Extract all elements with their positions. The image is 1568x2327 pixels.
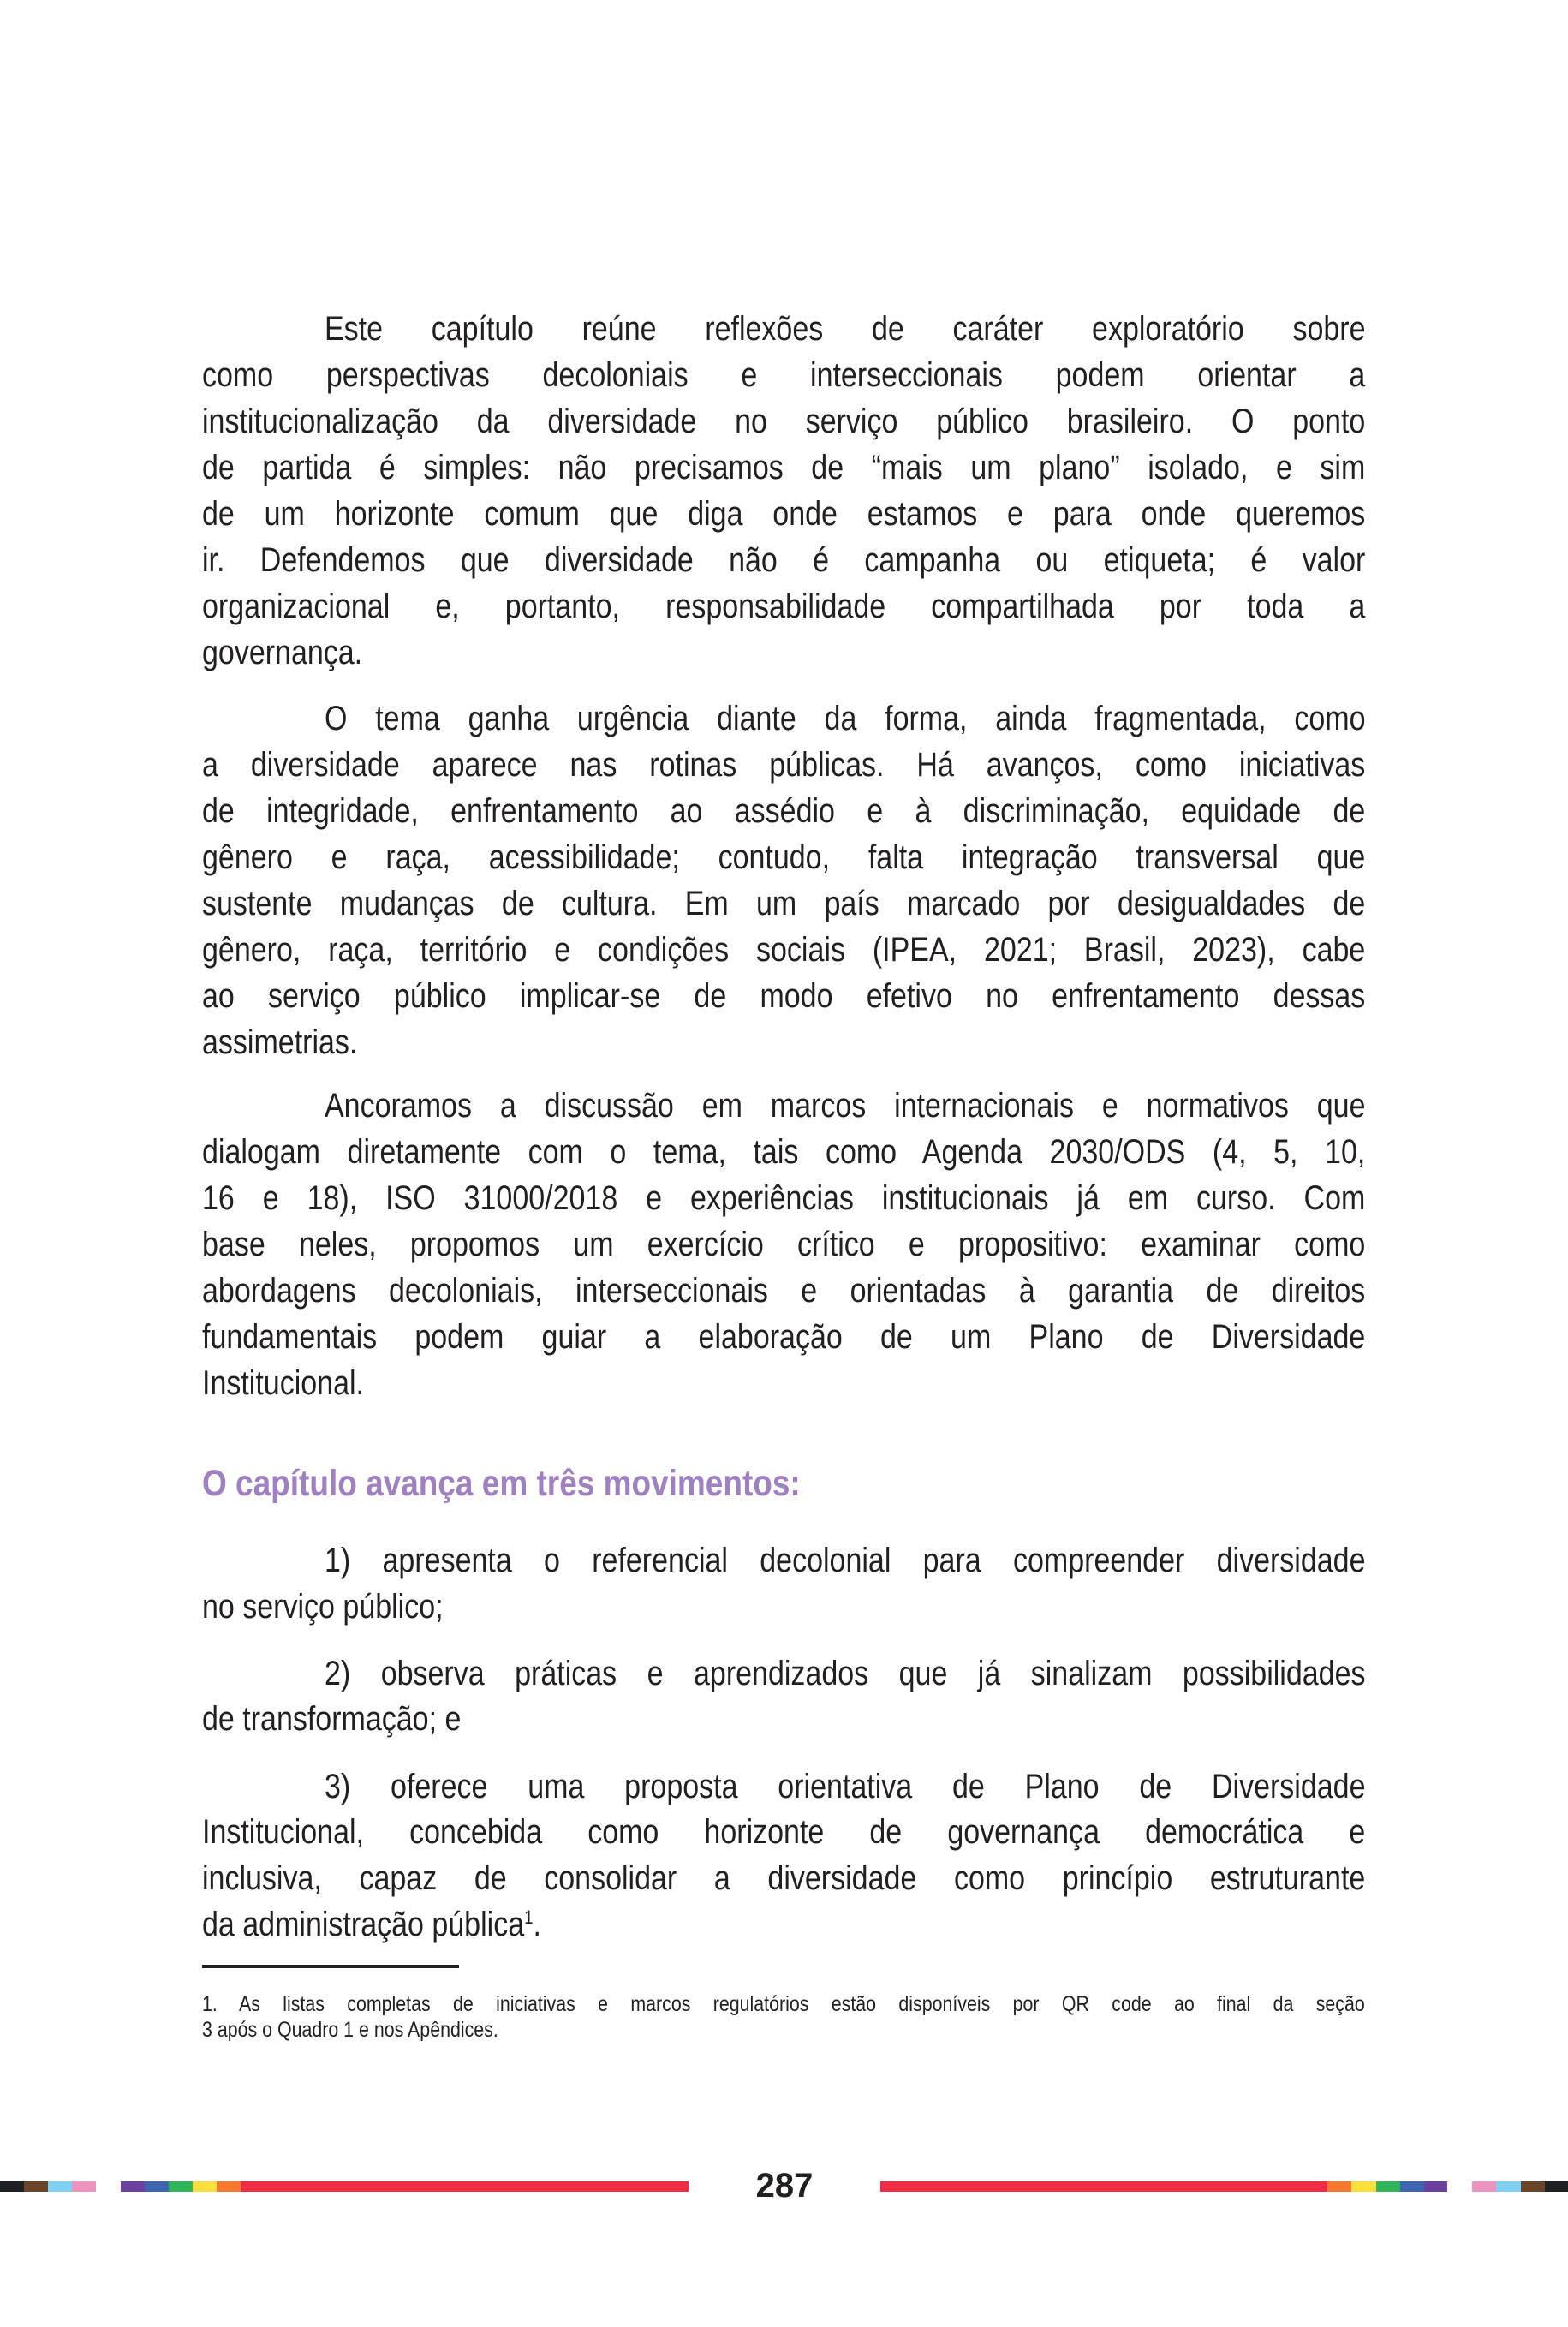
text-line: Institucional, concebida como horizonte de governança democrática e	[202, 1813, 1366, 1851]
text-line: Institucional.	[202, 1364, 364, 1402]
stripe-segment	[217, 2181, 241, 2192]
text-line: Este capítulo reúne reflexões de caráter exploratório sobre	[325, 310, 1366, 348]
section-heading: O capítulo avança em três movimentos:	[202, 1463, 801, 1504]
stripe-segment	[0, 2181, 24, 2192]
text-line: 16 e 18), ISO 31000/2018 e experiências institucionais já em curso. Com	[202, 1179, 1366, 1217]
text-line: abordagens decoloniais, interseccionais e orientadas à garantia de direitos	[202, 1272, 1366, 1310]
text-line: de partida é simples: não precisamos de “mais um plano” isolado, e sim	[202, 449, 1366, 486]
stripe-segment	[24, 2181, 48, 2192]
text-line: O tema ganha urgência diante da forma, ainda fragmentada, como	[325, 700, 1366, 737]
stripe-segment	[880, 2181, 1327, 2192]
footnote-line: 1. As listas completas de iniciativas e marcos regulatórios estão disponíveis por QR code ao final da seção	[202, 1992, 1365, 2016]
text-line: gênero, raça, território e condições sociais (IPEA, 2021; Brasil, 2023), cabe	[202, 931, 1366, 969]
stripe-segment	[193, 2181, 217, 2192]
text-line: Ancoramos a discussão em marcos internacionais e normativos que	[325, 1087, 1366, 1125]
text-line: governança.	[202, 634, 363, 671]
text-line: de transformação; e	[202, 1700, 462, 1738]
text-line: dialogam diretamente com o tema, tais como Agenda 2030/ODS (4, 5, 10,	[202, 1133, 1366, 1171]
text-line: como perspectivas decoloniais e interseccionais podem orientar a	[202, 356, 1366, 394]
stripe-segment	[1496, 2181, 1521, 2192]
stripe-segment	[1424, 2181, 1447, 2192]
text-line: fundamentais podem guiar a elaboração de um Plano de Diversidade	[202, 1318, 1366, 1356]
text-line: institucionalização da diversidade no serviço público brasileiro. O ponto	[202, 403, 1366, 440]
footnote-divider	[202, 1965, 459, 1968]
text-fragment: da administração pública	[202, 1906, 525, 1943]
stripe-segment	[1351, 2181, 1376, 2192]
text-line: base neles, propomos um exercício crítico e propositivo: examinar como	[202, 1226, 1366, 1263]
stripe-segment	[1545, 2181, 1568, 2192]
text-line: sustente mudanças de cultura. Em um país marcado por desigualdades de	[202, 885, 1366, 922]
text-line: a diversidade aparece nas rotinas públicas. Há avanços, como iniciativas	[202, 746, 1366, 784]
text-line: assimetrias.	[202, 1023, 358, 1061]
page-number: 287	[755, 2167, 814, 2205]
stripe-segment	[1521, 2181, 1545, 2192]
text-line: de um horizonte comum que diga onde estamos e para onde queremos	[202, 495, 1366, 533]
text-line: 2) observa práticas e aprendizados que já sinalizam possibilidades	[325, 1655, 1366, 1692]
text-line	[202, 1907, 1365, 1942]
stripe-segment	[145, 2181, 169, 2192]
stripe-segment	[1472, 2181, 1496, 2192]
stripe-segment	[121, 2181, 145, 2192]
stripe-segment	[1376, 2181, 1400, 2192]
text-line: no serviço público;	[202, 1588, 444, 1626]
text-line: ao serviço público implicar-se de modo efetivo no enfrentamento dessas	[202, 977, 1366, 1015]
text-line: ir. Defendemos que diversidade não é campanha ou etiqueta; é valor	[202, 541, 1366, 579]
stripe-segment	[169, 2181, 193, 2192]
text-line: 3) oferece uma proposta orientativa de Plano de Diversidade	[325, 1768, 1366, 1805]
stripe-segment	[1400, 2181, 1424, 2192]
text-fragment: .	[533, 1906, 541, 1943]
text-line: organizacional e, portanto, responsabilidade compartilhada por toda a	[202, 588, 1366, 625]
text-line: de integridade, enfrentamento ao assédio e à discriminação, equidade de	[202, 792, 1366, 830]
stripe-segment	[241, 2181, 689, 2192]
text-line: gênero e raça, acessibilidade; contudo, falta integração transversal que	[202, 838, 1366, 876]
stripe-segment	[1327, 2181, 1351, 2192]
footnote-ref[interactable]: 1	[524, 1906, 534, 1928]
footnote-line: 3 após o Quadro 1 e nos Apêndices.	[202, 2018, 498, 2042]
stripe-segment	[72, 2181, 96, 2192]
text-line: 1) apresenta o referencial decolonial para compreender diversidade	[325, 1542, 1366, 1579]
text-line: inclusiva, capaz de consolidar a diversidade como princípio estruturante	[202, 1859, 1366, 1897]
stripe-segment	[48, 2181, 72, 2192]
